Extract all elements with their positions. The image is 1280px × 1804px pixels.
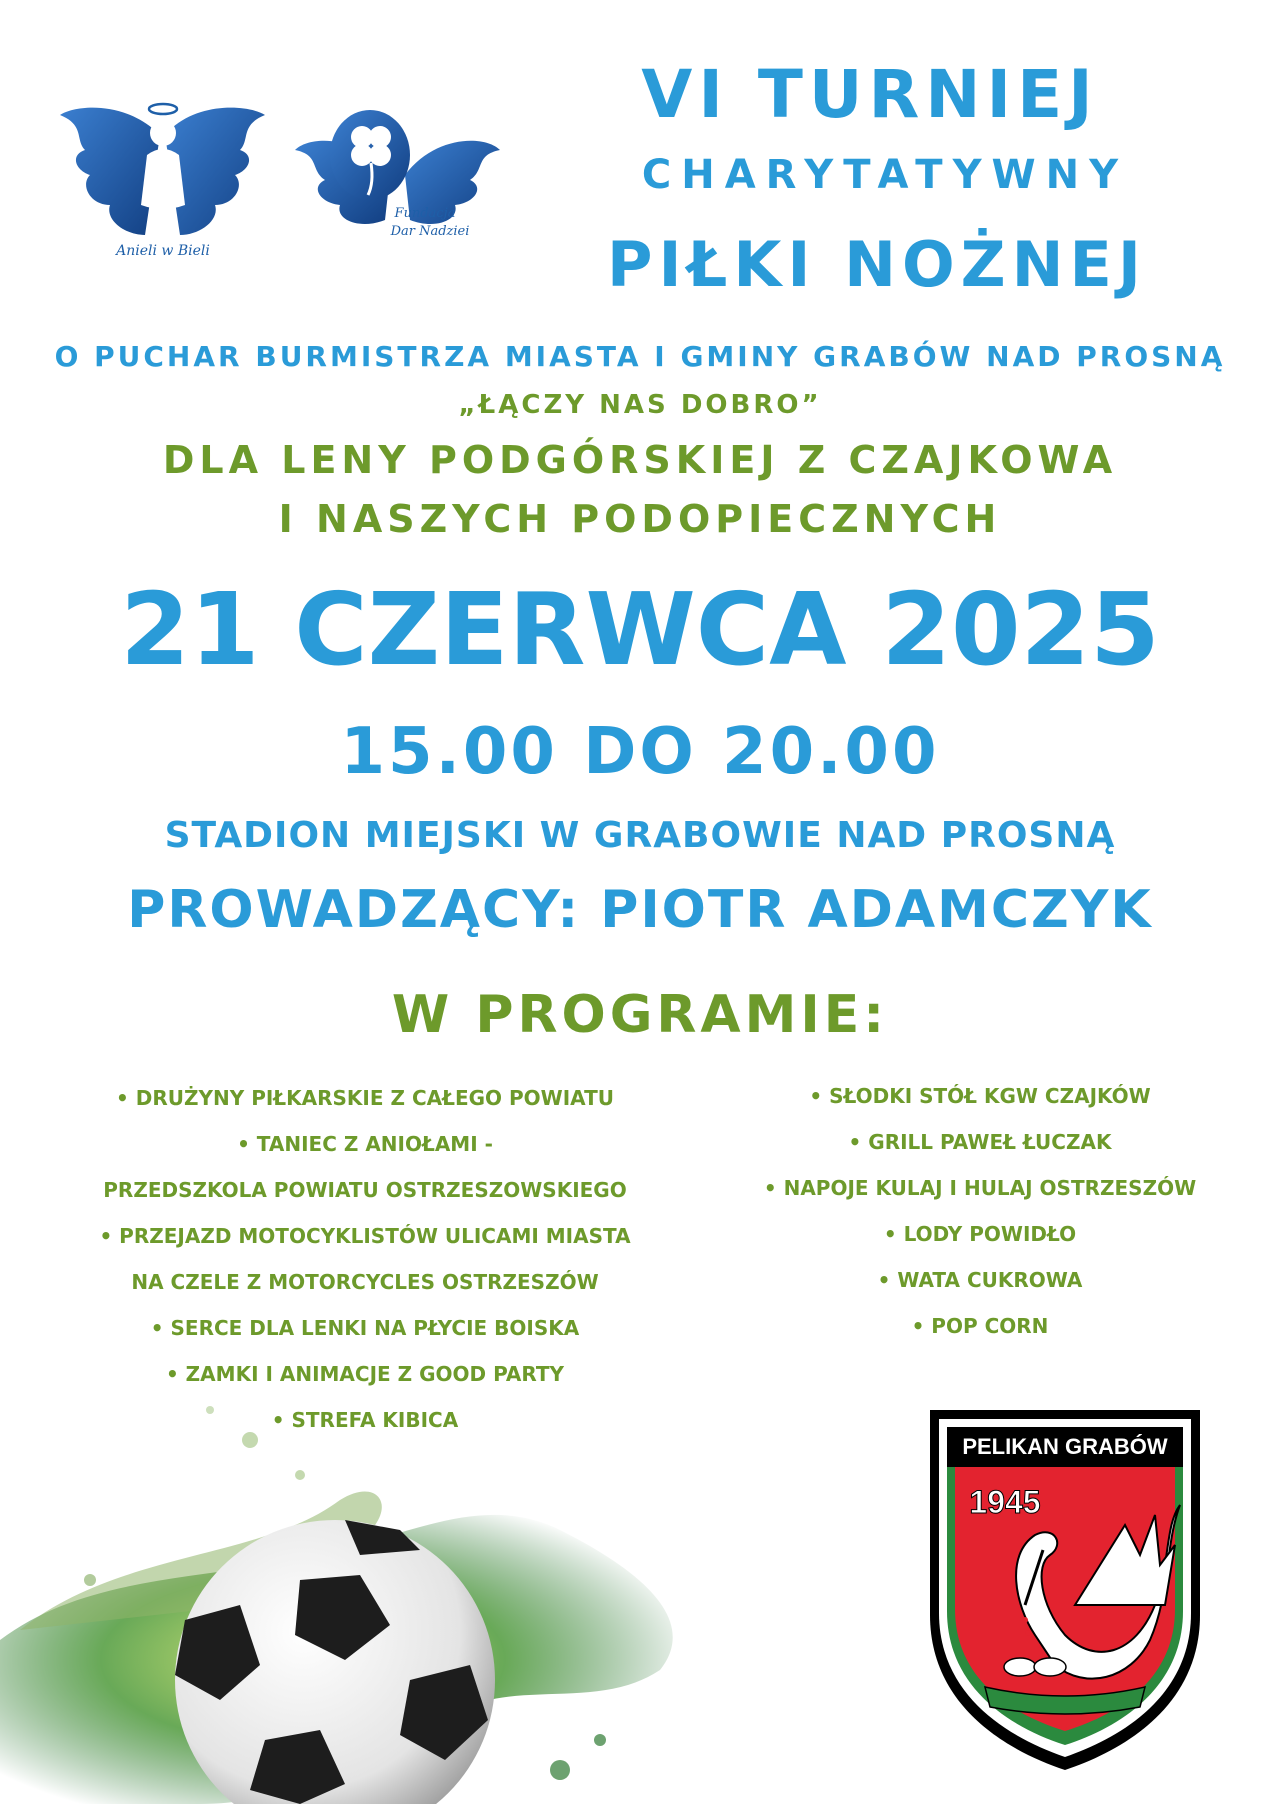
subtitle-cup: O PUCHAR BURMISTRZA MIASTA I GMINY GRABÓW NAD PROSNĄ	[54, 340, 1226, 373]
event-time: 15.00 DO 20.00	[340, 715, 940, 789]
event-date: 21 CZERWCA 2025	[120, 571, 1160, 688]
program-heading: W PROGRAMIE:	[391, 985, 889, 1045]
program-item: • DRUŻYNY PIŁKARSKIE Z CAŁEGO POWIATU	[116, 1086, 614, 1110]
program-item: • SERCE DLA LENKI NA PŁYCIE BOISKA	[150, 1316, 580, 1340]
badge-name: PELIKAN GRABÓW	[962, 1434, 1168, 1459]
anieli-w-bieli-logo	[55, 95, 270, 270]
fundacja-logo-text-1: Fundacja	[394, 206, 456, 221]
program-item: • ZAMKI I ANIMACJE Z GOOD PARTY	[165, 1362, 565, 1386]
fundacja-logo-text-2: Dar Nadziei	[390, 224, 470, 239]
fundacja-dar-nadziei-logo	[290, 95, 505, 270]
program-item: • PRZEJAZD MOTOCYKLISTÓW ULICAMI MIASTA	[99, 1224, 631, 1248]
program-item: • SŁODKI STÓŁ KGW CZAJKÓW	[809, 1084, 1151, 1108]
badge-year: 1945	[969, 1484, 1041, 1520]
title-line-2: CHARYTATYWNY	[641, 152, 1129, 198]
program-item: • POP CORN	[911, 1314, 1049, 1338]
title-line-1: VI TURNIEJ	[641, 56, 1099, 133]
anieli-logo-text: Anieli w Bieli	[116, 243, 210, 259]
program-item: PRZEDSZKOLA POWIATU OSTRZESZOWSKIEGO	[103, 1178, 627, 1202]
program-item: • STREFA KIBICA	[271, 1408, 459, 1432]
program-item: • LODY POWIDŁO	[883, 1222, 1077, 1246]
subtitle-motto: „ŁĄCZY NAS DOBRO”	[458, 390, 822, 420]
dedication-line-1: DLA LENY PODGÓRSKIEJ Z CZAJKOWA	[162, 438, 1118, 482]
event-venue: STADION MIEJSKI W GRABOWIE NAD PROSNĄ	[164, 815, 1116, 856]
angel-wings-icon	[60, 104, 265, 235]
program-item: • WATA CUKROWA	[877, 1268, 1083, 1292]
dedication-line-2: I NASZYCH PODOPIECZNYCH	[278, 497, 1002, 541]
program-item: NA CZELE Z MOTORCYCLES OSTRZESZÓW	[131, 1270, 599, 1294]
title-line-3: PIŁKI NOŻNEJ	[607, 228, 1147, 301]
program-item: • GRILL PAWEŁ ŁUCZAK	[848, 1130, 1112, 1154]
soccer-ball-graphic	[0, 1380, 720, 1804]
pelikan-grabow-badge	[925, 1405, 1205, 1775]
program-item: • NAPOJE KULAJ I HULAJ OSTRZESZÓW	[763, 1176, 1197, 1200]
event-host: PROWADZĄCY: PIOTR ADAMCZYK	[127, 880, 1153, 940]
program-item: • TANIEC Z ANIOŁAMI -	[237, 1132, 493, 1156]
program-list-right	[700, 1073, 1260, 1349]
